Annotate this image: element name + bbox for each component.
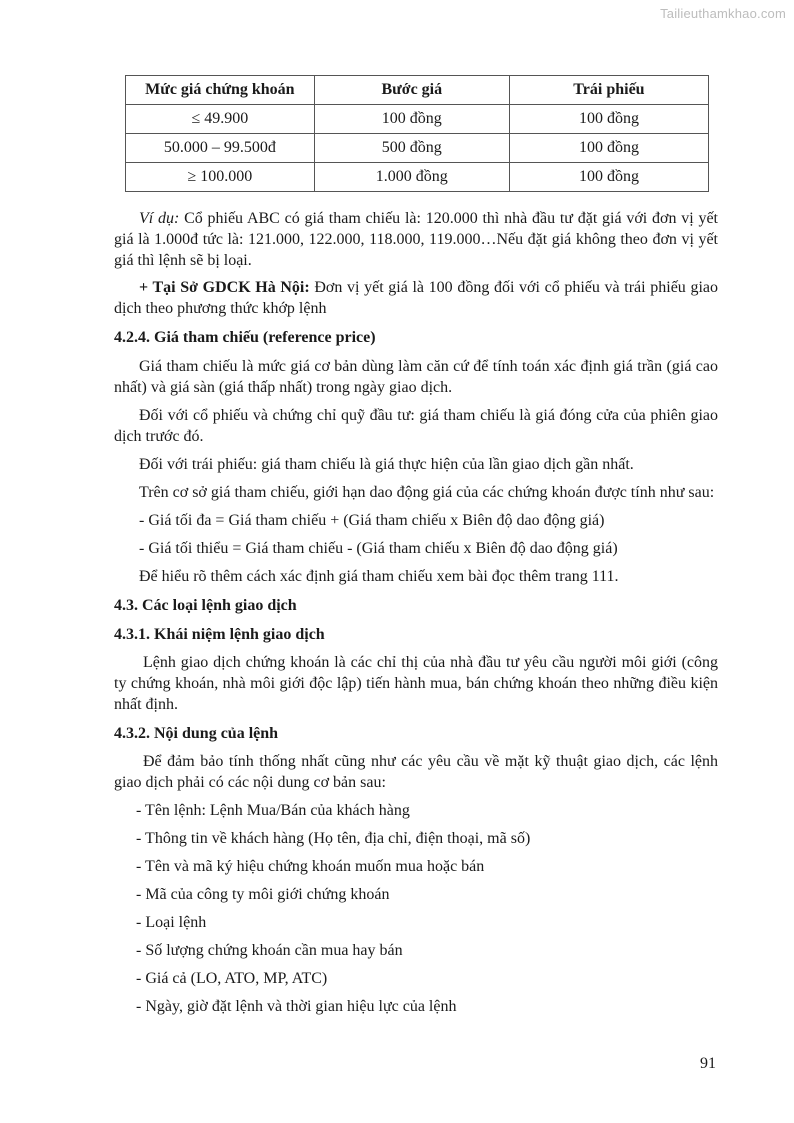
paragraph: Để đảm bảo tính thống nhất cũng như các yêu cầu về mặt kỹ thuật giao dịch, các lệnh giao dịch phải có các nội dung cơ bản sau: [114, 753, 718, 791]
watermark: Tailieuthamkhao.com [660, 6, 786, 21]
hanoi-text: Đơn vị yết giá là 100 đồng đối với cổ phiếu và trái phiếu giao dịch theo phương thức khớp lệnh [114, 279, 718, 317]
paragraph: Đối với cổ phiếu và chứng chỉ quỹ đầu tư: giá tham chiếu là giá đóng cửa của phiên giao dịch trước đó. [114, 407, 718, 445]
formula-max-price: - Giá tối đa = Giá tham chiếu + (Giá tham chiếu x Biên độ dao động giá) [139, 512, 605, 529]
list-item: - Mã của công ty môi giới chứng khoán [136, 886, 390, 903]
paragraph: Trên cơ sở giá tham chiếu, giới hạn dao động giá của các chứng khoán được tính như sau: [139, 484, 715, 501]
list-item: - Loại lệnh [136, 914, 207, 931]
table-cell: 100 đồng [509, 105, 708, 134]
table-cell: ≥ 100.000 [126, 163, 315, 192]
table-row [126, 105, 709, 134]
list-item: - Thông tin về khách hàng (Họ tên, địa chỉ, điện thoại, mã số) [136, 830, 531, 847]
table-row [126, 163, 709, 192]
table-row [126, 134, 709, 163]
paragraph: Giá tham chiếu là mức giá cơ bản dùng làm căn cứ để tính toán xác định giá trần (giá cao nhất) và giá sàn (giá thấp nhất) trong ngày giao dịch. [114, 358, 718, 396]
list-item: - Giá cả (LO, ATO, MP, ATC) [136, 970, 328, 987]
table-cell: 100 đồng [314, 105, 509, 134]
hanoi-label: + Tại Sở GDCK Hà Nội: [139, 279, 310, 296]
order-content-list [114, 800, 718, 1017]
table-header-cell: Mức giá chứng khoán [126, 76, 315, 105]
list-item: - Số lượng chứng khoán cần mua hay bán [136, 942, 403, 959]
list-item: - Tên và mã ký hiệu chứng khoán muốn mua hoặc bán [136, 858, 485, 875]
table-cell: 500 đồng [314, 134, 509, 163]
table-header-row [126, 76, 709, 105]
heading-4-3: 4.3. Các loại lệnh giao dịch [114, 597, 297, 614]
paragraph: Đối với trái phiếu: giá tham chiếu là giá thực hiện của lần giao dịch gần nhất. [139, 456, 634, 473]
example-paragraph [114, 208, 718, 271]
formula-min-price: - Giá tối thiểu = Giá tham chiếu - (Giá tham chiếu x Biên độ dao động giá) [139, 540, 618, 557]
heading-4-2-4: 4.2.4. Giá tham chiếu (reference price) [114, 329, 376, 346]
list-item: - Ngày, giờ đặt lệnh và thời gian hiệu lực của lệnh [136, 998, 457, 1015]
page-content [114, 75, 718, 1017]
heading-4-3-1: 4.3.1. Khái niệm lệnh giao dịch [114, 626, 325, 643]
table-cell: 100 đồng [509, 134, 708, 163]
paragraph: Để hiểu rõ thêm cách xác định giá tham chiếu xem bài đọc thêm trang 111. [139, 568, 619, 585]
list-item: - Tên lệnh: Lệnh Mua/Bán của khách hàng [136, 802, 410, 819]
table-header-cell: Bước giá [314, 76, 509, 105]
table-header-cell: Trái phiếu [509, 76, 708, 105]
table-cell: ≤ 49.900 [126, 105, 315, 134]
table-cell: 1.000 đồng [314, 163, 509, 192]
paragraph: Lệnh giao dịch chứng khoán là các chỉ thị của nhà đầu tư yêu cầu người môi giới (công ty chứng khoán, nhà môi giới độc lập) tiến hành mua, bán chứng khoán theo những điều kiện nhất định. [114, 654, 718, 713]
price-step-table [125, 75, 709, 192]
example-text: Cổ phiếu ABC có giá tham chiếu là: 120.000 thì nhà đầu tư đặt giá với đơn vị yết giá là 1.000đ tức là: 121.000, 122.000, 118.000, 119.000…Nếu đặt giá không theo đơn vị yết giá thì lệnh sẽ bị loại. [114, 210, 718, 269]
example-label: Ví dụ: [139, 210, 180, 227]
table-cell: 100 đồng [509, 163, 708, 192]
hanoi-paragraph [114, 277, 718, 319]
page-number: 91 [700, 1055, 716, 1072]
table-cell: 50.000 – 99.500đ [126, 134, 315, 163]
heading-4-3-2: 4.3.2. Nội dung của lệnh [114, 725, 279, 742]
